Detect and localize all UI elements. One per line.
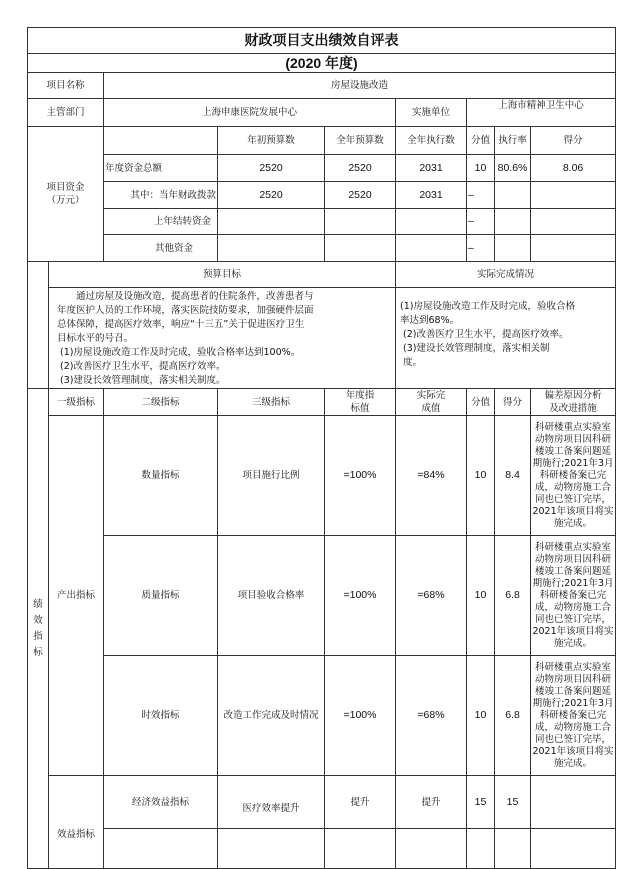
budget-goal-label: 预算目标 bbox=[49, 262, 396, 288]
ind-level3 bbox=[218, 829, 325, 869]
ind-level3: 项目施行比例 bbox=[218, 416, 325, 536]
impl-label: 实施单位 bbox=[396, 99, 467, 127]
ind-note: 科研楼重点实验室动物房项目因科研楼竣工备案问题延期施行;2021年3月科研楼备案已完成，动物房施工合同也已签订完毕，2021年该项目将实施完成。 bbox=[531, 536, 616, 656]
funds-header: 全年预算数 bbox=[325, 127, 396, 155]
funds-initial bbox=[218, 209, 325, 235]
ind-level3: 改造工作完成及时情况 bbox=[218, 656, 325, 776]
ind-level3: 项目验收合格率 bbox=[218, 536, 325, 656]
ind-note: 科研楼重点实验室动物房项目因科研楼竣工备案问题延期施行;2021年3月科研楼备案已完成，动物房施工合同也已签订完毕，2021年该项目将实施完成。 bbox=[531, 656, 616, 776]
ind-score: 6.8 bbox=[495, 656, 531, 776]
ind-target: =100% bbox=[325, 416, 396, 536]
ind-header: 一级指标 bbox=[49, 389, 104, 416]
project-name: 房屋设施改造 bbox=[104, 73, 616, 99]
funds-row-name: 年度资金总额 bbox=[104, 155, 218, 182]
funds-weight: 10 bbox=[467, 155, 495, 182]
funds-score bbox=[531, 182, 616, 209]
ind-header: 三级指标 bbox=[218, 389, 325, 416]
actual-line: 率达到68%。 bbox=[400, 315, 460, 326]
funds-row-name: 上年结转资金 bbox=[104, 209, 218, 235]
self-evaluation-table bbox=[27, 27, 616, 869]
goal-line: (1)房屋设施改造工作及时完成，验收合格率达到100%。 bbox=[57, 347, 301, 358]
funds-rate bbox=[495, 209, 531, 235]
ind-level2: 经济效益指标 bbox=[104, 776, 218, 829]
funds-row bbox=[28, 182, 616, 209]
funds-initial: 2520 bbox=[218, 182, 325, 209]
funds-rate bbox=[495, 182, 531, 209]
funds-label: 项目资金（万元） bbox=[28, 127, 104, 262]
funds-initial bbox=[218, 235, 325, 262]
actual-line: (1)房屋设施改造工作及时完成，验收合格 bbox=[400, 301, 575, 312]
ind-header: 二级指标 bbox=[104, 389, 218, 416]
indicator-row bbox=[28, 656, 616, 776]
indicator-row bbox=[28, 536, 616, 656]
funds-row bbox=[28, 235, 616, 262]
funds-row-name: 其他资金 bbox=[104, 235, 218, 262]
actual-line: (3)建设长效管理制度，落实相关制 bbox=[400, 343, 550, 354]
dept-label: 主管部门 bbox=[28, 99, 104, 127]
funds-annual bbox=[325, 235, 396, 262]
ind-level3: 医疗效率提升 bbox=[218, 776, 325, 829]
funds-executed: 2031 bbox=[396, 182, 467, 209]
ind-weight bbox=[467, 829, 495, 869]
ind-weight: 10 bbox=[467, 416, 495, 536]
ind-actual: =68% bbox=[396, 656, 467, 776]
funds-row bbox=[28, 209, 616, 235]
funds-annual: 2520 bbox=[325, 155, 396, 182]
ind-score: 15 bbox=[495, 776, 531, 829]
ind-actual bbox=[396, 829, 467, 869]
funds-header: 执行率 bbox=[495, 127, 531, 155]
dept-value: 上海申康医院发展中心 bbox=[104, 99, 396, 127]
ind-note: 科研楼重点实验室动物房项目因科研楼竣工备案问题延期施行;2021年3月科研楼备案已完成，动物房施工合同也已签订完毕，2021年该项目将实施完成。 bbox=[531, 416, 616, 536]
ind-weight: 15 bbox=[467, 776, 495, 829]
indicator-row bbox=[28, 829, 616, 869]
funds-rate: 80.6% bbox=[495, 155, 531, 182]
ind-level2: 质量指标 bbox=[104, 536, 218, 656]
table-title: 财政项目支出绩效自评表 bbox=[28, 28, 616, 54]
ind-target: =100% bbox=[325, 536, 396, 656]
goal-line: (2)改善医疗卫生水平，提高医疗效率。 bbox=[57, 361, 226, 372]
funds-executed: 2031 bbox=[396, 155, 467, 182]
funds-header: 全年执行数 bbox=[396, 127, 467, 155]
actual-line: (2)改善医疗卫生水平，提高医疗效率。 bbox=[400, 329, 569, 340]
indicator-row bbox=[28, 416, 616, 536]
ind-note bbox=[531, 829, 616, 869]
budget-goal-text bbox=[49, 288, 396, 389]
project-name-label: 项目名称 bbox=[28, 73, 104, 99]
ind-header: 分值 bbox=[467, 389, 495, 416]
ind-score: 6.8 bbox=[495, 536, 531, 656]
funds-weight: – bbox=[467, 182, 495, 209]
funds-header: 得分 bbox=[531, 127, 616, 155]
ind-header: 年度指标值 bbox=[325, 389, 396, 416]
indicator-row bbox=[28, 776, 616, 829]
ind-score: 8.4 bbox=[495, 416, 531, 536]
funds-score bbox=[531, 235, 616, 262]
ind-weight: 10 bbox=[467, 536, 495, 656]
funds-row-name: 其中：当年财政拨款 bbox=[104, 182, 218, 209]
funds-row bbox=[28, 155, 616, 182]
impl-unit: 上海市精神卫生中心 bbox=[467, 99, 616, 127]
funds-annual bbox=[325, 209, 396, 235]
ind-actual: =68% bbox=[396, 536, 467, 656]
ind-level2 bbox=[104, 829, 218, 869]
goals-side-cell bbox=[28, 262, 49, 389]
ind-actual: =84% bbox=[396, 416, 467, 536]
funds-score bbox=[531, 209, 616, 235]
funds-header: 分值 bbox=[467, 127, 495, 155]
ind-score bbox=[495, 829, 531, 869]
goal-line: (3)建设长效管理制度，落实相关制度。 bbox=[57, 375, 226, 386]
funds-annual: 2520 bbox=[325, 182, 396, 209]
ind-note bbox=[531, 776, 616, 829]
goal-line: 目标水平的号召。 bbox=[57, 333, 134, 344]
ind-level2: 数量指标 bbox=[104, 416, 218, 536]
funds-executed bbox=[396, 209, 467, 235]
ind-target: =100% bbox=[325, 656, 396, 776]
funds-executed bbox=[396, 235, 467, 262]
funds-initial: 2520 bbox=[218, 155, 325, 182]
funds-header: 年初预算数 bbox=[218, 127, 325, 155]
funds-score: 8.06 bbox=[531, 155, 616, 182]
ind-header: 实际完成值 bbox=[396, 389, 467, 416]
ind-target bbox=[325, 829, 396, 869]
funds-weight: – bbox=[467, 209, 495, 235]
goal-line: 总体保障，提高医疗效率，响应“十三五”关于促进医疗卫生 bbox=[57, 319, 305, 330]
goal-line: 通过房屋及设施改造，提高患者的住院条件，改善患者与 bbox=[57, 291, 314, 302]
indicators-section-label: 绩效指标 bbox=[28, 389, 49, 869]
funds-header-blank bbox=[104, 127, 218, 155]
actual-label: 实际完成情况 bbox=[396, 262, 616, 288]
ind-actual: 提升 bbox=[396, 776, 467, 829]
benefit-label: 效益指标 bbox=[49, 776, 104, 869]
table-year: (2020 年度) bbox=[28, 54, 616, 73]
funds-rate bbox=[495, 235, 531, 262]
ind-level2: 时效指标 bbox=[104, 656, 218, 776]
output-label: 产出指标 bbox=[49, 416, 104, 776]
funds-weight: – bbox=[467, 235, 495, 262]
actual-line: 度。 bbox=[400, 357, 423, 368]
actual-text bbox=[396, 288, 616, 389]
ind-header: 得分 bbox=[495, 389, 531, 416]
ind-target: 提升 bbox=[325, 776, 396, 829]
ind-weight: 10 bbox=[467, 656, 495, 776]
ind-header: 偏差原因分析及改进措施 bbox=[531, 389, 616, 416]
goal-line: 年度医护人员的工作环境，落实医院技防要求，加强硬件层面 bbox=[57, 305, 314, 316]
